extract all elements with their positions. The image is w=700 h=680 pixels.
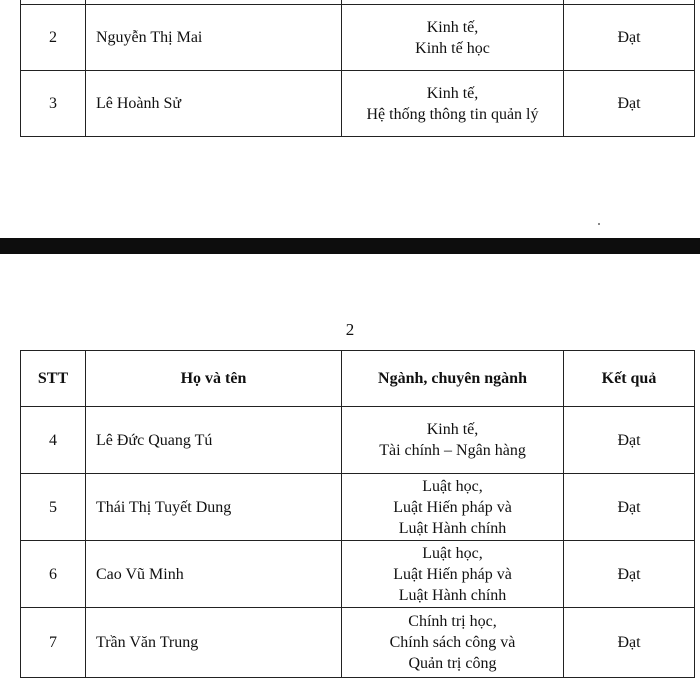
major-cell xyxy=(342,5,564,71)
major-line: Luật học, xyxy=(422,544,483,562)
major-cell xyxy=(342,608,564,678)
major-line: Kinh tế, xyxy=(426,421,479,438)
major-cell xyxy=(342,541,564,608)
stt-cell: 7 xyxy=(21,608,86,678)
major-cell xyxy=(342,407,564,474)
major-cell xyxy=(342,474,564,541)
stt-cell: 6 xyxy=(21,541,86,608)
header-result: Kết quả xyxy=(564,351,695,407)
major-line: Tài chính – Ngân hàng xyxy=(379,442,526,459)
table-row xyxy=(21,5,695,71)
result-cell: Đạt xyxy=(564,474,695,541)
results-table-continued xyxy=(20,0,695,137)
page-number: 2 xyxy=(345,320,355,339)
table-row xyxy=(21,71,695,137)
stt-cell: 3 xyxy=(21,71,86,137)
major-line: Luật Hành chính xyxy=(398,519,507,537)
previous-page xyxy=(0,0,700,238)
header-stt: STT xyxy=(21,351,86,407)
major-cell xyxy=(342,71,564,137)
name-cell: Lê Hoành Sử xyxy=(86,71,342,137)
major-line: Luật Hiến pháp và xyxy=(393,498,512,516)
table-row xyxy=(21,608,695,678)
major-line: Kinh tế, xyxy=(426,84,479,102)
major-line: Hệ thống thông tin quản lý xyxy=(366,105,539,123)
scan-speck xyxy=(598,223,600,225)
table-row xyxy=(21,407,695,474)
result-cell: Đạt xyxy=(564,407,695,474)
major-line: Luật Hiến pháp và xyxy=(393,565,512,583)
table-row xyxy=(21,541,695,608)
major-line: Quản trị công xyxy=(408,655,497,672)
name-cell: Trần Văn Trung xyxy=(86,608,342,678)
result-cell: Đạt xyxy=(564,541,695,608)
result-cell: Đạt xyxy=(564,5,695,71)
header-major: Ngành, chuyên ngành xyxy=(342,351,564,407)
major-line: Luật học, xyxy=(422,477,483,495)
results-table xyxy=(20,350,695,678)
page-divider xyxy=(0,238,700,254)
stt-cell: 5 xyxy=(21,474,86,541)
table-header-row xyxy=(21,351,695,407)
table-row xyxy=(21,474,695,541)
major-line: Chính sách công và xyxy=(389,634,516,651)
stt-cell: 2 xyxy=(21,5,86,71)
result-cell: Đạt xyxy=(564,71,695,137)
major-line: Luật Hành chính xyxy=(398,586,507,604)
header-name: Họ và tên xyxy=(86,351,342,407)
result-cell: Đạt xyxy=(564,608,695,678)
name-cell: Lê Đức Quang Tú xyxy=(86,407,342,474)
stt-cell: 4 xyxy=(21,407,86,474)
current-page xyxy=(0,254,700,680)
major-line: Kinh tế, xyxy=(426,18,479,36)
name-cell: Nguyễn Thị Mai xyxy=(86,5,342,71)
name-cell: Thái Thị Tuyết Dung xyxy=(86,474,342,541)
major-line: Chính trị học, xyxy=(408,613,497,630)
name-cell: Cao Vũ Minh xyxy=(86,541,342,608)
major-line: Kinh tế học xyxy=(415,39,490,57)
